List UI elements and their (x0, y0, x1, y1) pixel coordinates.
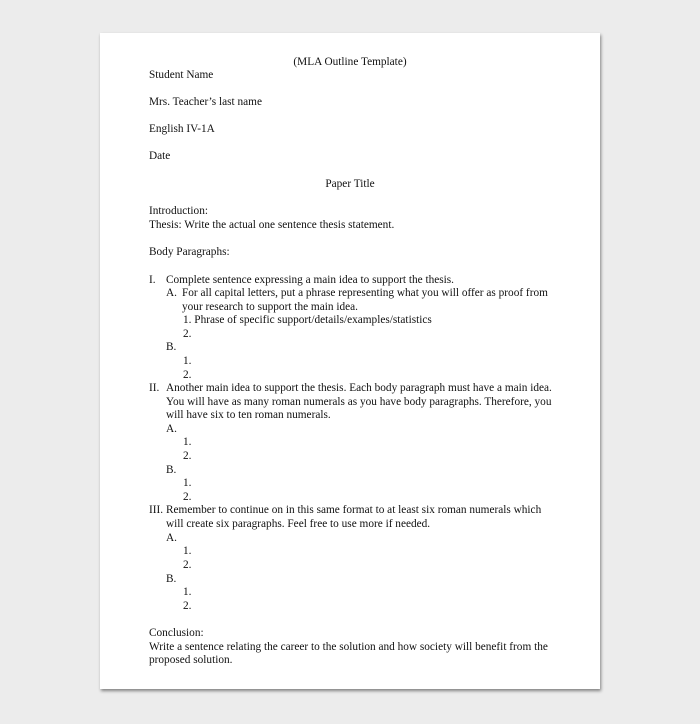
section-text-line: You will have as many roman numerals as you have body paragraphs. Therefore, you (166, 396, 552, 408)
subsection-text-line: your research to support the main idea. (182, 301, 358, 313)
list-item: 2. (183, 369, 192, 381)
list-item: 1. (183, 545, 192, 557)
course-name: English IV-1A (149, 123, 215, 135)
thesis-line: Thesis: Write the actual one sentence thesis statement. (149, 219, 395, 231)
section-text-line: Another main idea to support the thesis. Each body paragraph must have a main idea. (166, 382, 552, 394)
list-item: 2. (183, 491, 192, 503)
section-numeral: III. (149, 504, 164, 516)
section-numeral: I. (149, 274, 156, 286)
subsection-text-line: For all capital letters, put a phrase representing what you will offer as proof from (182, 287, 548, 299)
list-item: 2. (183, 328, 192, 340)
section-text-line: will create six paragraphs. Feel free to use more if needed. (166, 518, 431, 530)
subsection-letter: A. (166, 287, 177, 299)
subsection-letter: A. (166, 423, 177, 435)
conclusion-heading: Conclusion: (149, 627, 204, 639)
teacher-name: Mrs. Teacher’s last name (149, 96, 262, 108)
date-line: Date (149, 150, 171, 162)
section-text-line: will have six to ten roman numerals. (166, 409, 331, 421)
list-item: 1. (183, 355, 192, 367)
conclusion-text-line: Write a sentence relating the career to the solution and how society will benefit from the (149, 641, 548, 653)
list-item: 1. (183, 586, 192, 598)
template-note: (MLA Outline Template) (293, 56, 407, 68)
subsection-letter: B. (166, 464, 177, 476)
subsection-letter: B. (166, 341, 177, 353)
subsection-letter: B. (166, 573, 177, 585)
introduction-heading: Introduction: (149, 205, 208, 217)
conclusion-text-line: proposed solution. (149, 654, 233, 666)
paper-title: Paper Title (325, 178, 375, 190)
subsection-letter: A. (166, 532, 177, 544)
list-item: 1. (183, 436, 192, 448)
document-page (100, 33, 600, 689)
list-item: 2. (183, 559, 192, 571)
list-item: 2. (183, 600, 192, 612)
student-name: Student Name (149, 69, 214, 81)
section-numeral: II. (149, 382, 160, 394)
list-item: 2. (183, 450, 192, 462)
list-item: 1. Phrase of specific support/details/examples/statistics (183, 314, 432, 326)
section-text-line: Remember to continue on in this same format to at least six roman numerals which (166, 504, 542, 516)
section-text-line: Complete sentence expressing a main idea to support the thesis. (166, 274, 454, 286)
list-item: 1. (183, 477, 192, 489)
body-paragraphs-heading: Body Paragraphs: (149, 246, 230, 258)
